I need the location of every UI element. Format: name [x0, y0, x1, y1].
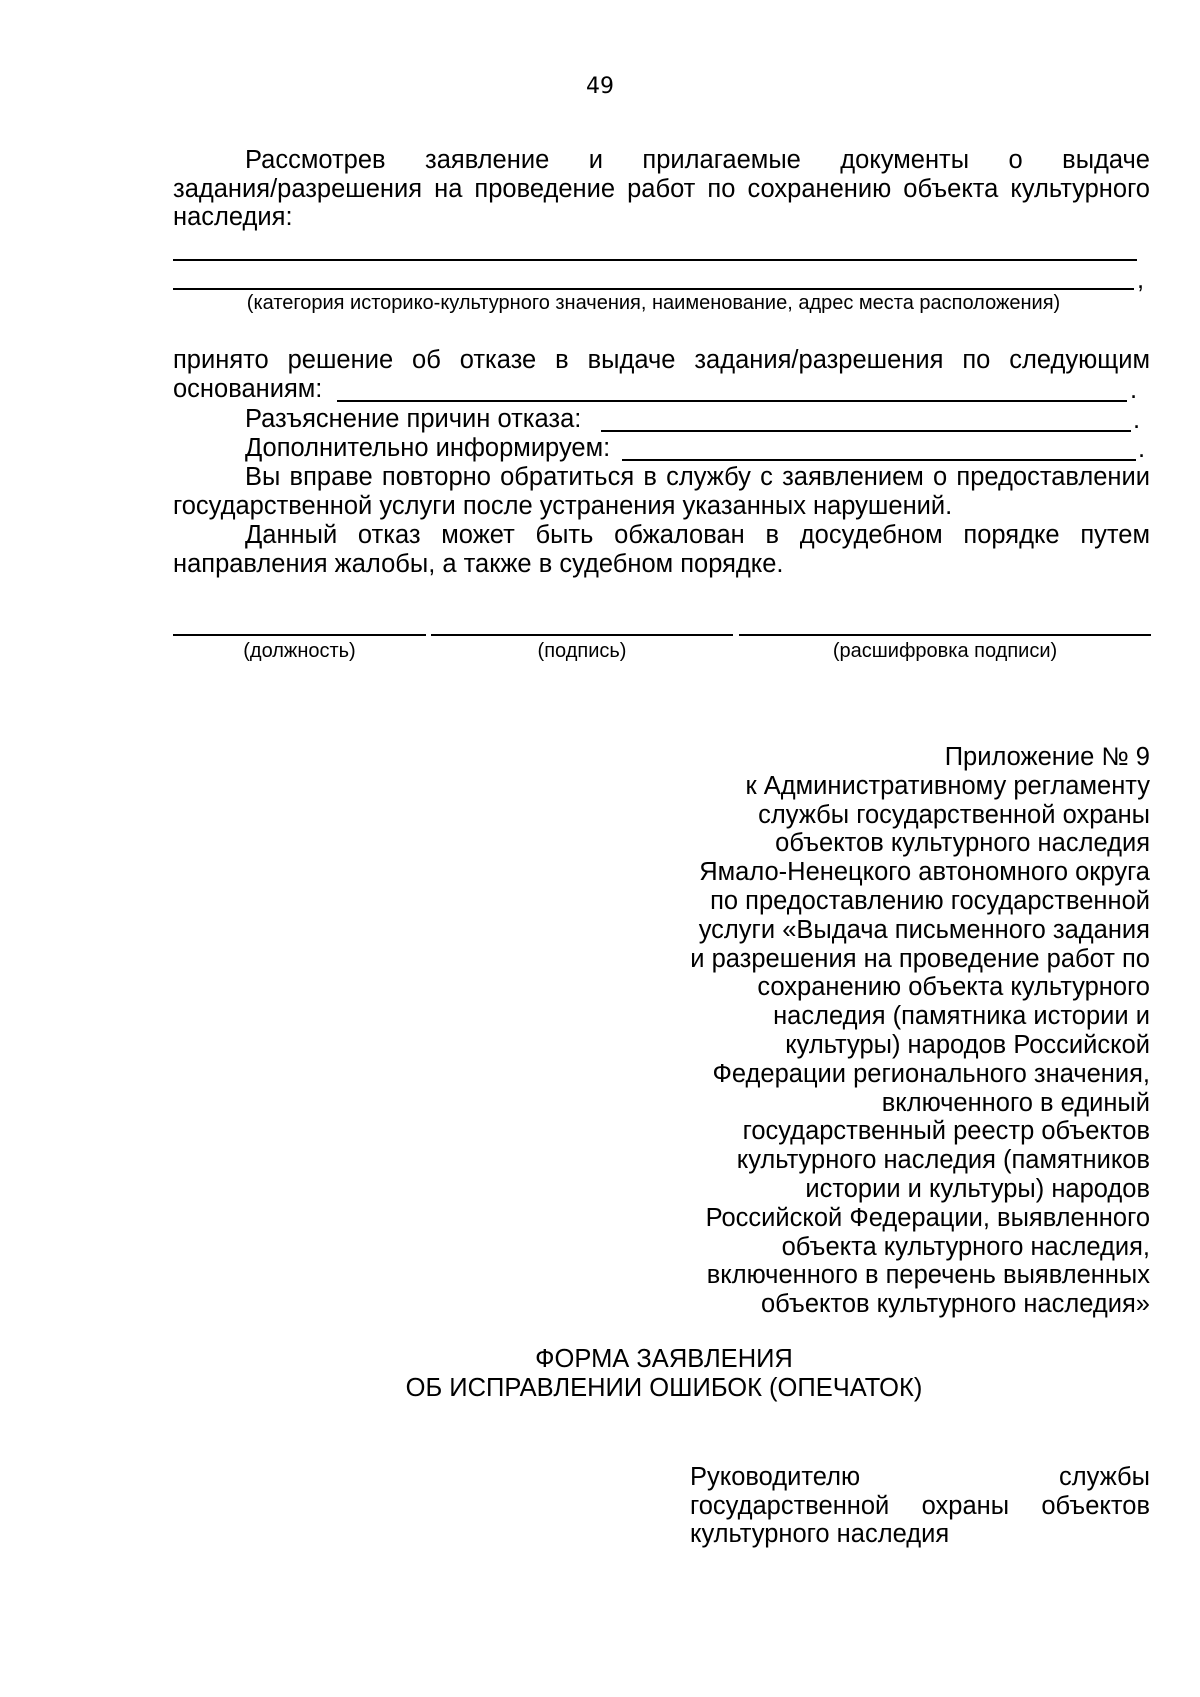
appeal-paragraph: [173, 521, 1150, 578]
decoding-caption: (расшифровка подписи): [832, 640, 1058, 662]
position-field[interactable]: [173, 634, 426, 636]
additional-label: Дополнительно информируем:: [245, 434, 611, 462]
object-field-caption: (категория историко-культурного значения, наименование, адрес места расположения): [246, 292, 1061, 314]
annex-line: услуги «Выдача письменного задания: [698, 915, 1150, 944]
annex-line: Приложение № 9: [944, 743, 1150, 771]
appeal-line-1: Данный отказ может быть обжалован в досудебном порядке путем: [245, 521, 1150, 549]
decision-grounds-label: основаниям:: [173, 374, 323, 403]
annex-line: включенного в перечень выявленных: [706, 1261, 1150, 1290]
object-field-line-1[interactable]: [173, 259, 1137, 261]
appeal-line-2: направления жалобы, а также в судебном порядке.: [173, 549, 784, 578]
position-caption: (должность): [243, 640, 356, 662]
annex-line: Ямало-Ненецкого автономного округа: [699, 858, 1150, 887]
addressee-block: [690, 1463, 1150, 1549]
annex-line: к Административному регламенту: [745, 771, 1150, 800]
additional-field[interactable]: [622, 459, 1136, 461]
intro-line-1: Рассмотрев заявление и прилагаемые документы о выдаче: [245, 146, 1150, 174]
annex-line: государственный реестр объектов: [742, 1117, 1150, 1146]
decision-line-1: принято решение об отказе в выдаче задания/разрешения по следующим: [173, 346, 1150, 374]
annex-line: объектов культурного наследия: [775, 829, 1150, 858]
annex-line: и разрешения на проведение работ по: [690, 944, 1150, 973]
addressee-line-2: государственной охраны объектов: [690, 1491, 1150, 1520]
annex-line: включенного в единый: [881, 1088, 1150, 1117]
object-field-line-2[interactable]: [173, 288, 1134, 290]
explanation-field[interactable]: [601, 430, 1131, 432]
form-title-line-2: ОБ ИСПРАВЛЕНИИ ОШИБОК (ОПЕЧАТОК): [405, 1374, 923, 1402]
annex-line: истории и культуры) народов: [805, 1174, 1150, 1203]
intro-line-3: наследия:: [173, 203, 293, 231]
annex-line: культурного наследия (памятников: [736, 1146, 1150, 1175]
intro-line-2: задания/разрешения на проведение работ по сохранению объекта культурного: [173, 174, 1150, 203]
object-field-comma: ,: [1137, 266, 1145, 294]
signature-caption: (подпись): [537, 640, 627, 662]
decision-end-mark: .: [1130, 376, 1138, 404]
reapply-paragraph: [173, 463, 1150, 520]
reapply-line-1: Вы вправе повторно обратиться в службу с заявлением о предоставлении: [245, 463, 1150, 491]
annex-line: Федерации регионального значения,: [712, 1059, 1150, 1088]
intro-paragraph: [173, 146, 1150, 232]
decision-paragraph: [173, 346, 1150, 403]
page-number: 49: [586, 74, 614, 99]
annex-line: Российской Федерации, выявленного: [705, 1203, 1150, 1232]
explanation-label: Разъяснение причин отказа:: [245, 405, 582, 433]
annex-line: службы государственной охраны: [758, 800, 1150, 829]
addressee-line-3: культурного наследия: [690, 1520, 950, 1548]
signature-decoding-field[interactable]: [739, 634, 1151, 636]
annex-line: культуры) народов Российской: [785, 1030, 1150, 1059]
annex-line: наследия (памятника истории и: [773, 1002, 1150, 1031]
explanation-end-mark: .: [1133, 406, 1141, 434]
addressee-line-1: Руководителю службы: [690, 1463, 1150, 1491]
form-title-line-1: ФОРМА ЗАЯВЛЕНИЯ: [535, 1345, 793, 1373]
annex-line: сохранению объекта культурного: [757, 973, 1150, 1002]
additional-end-mark: .: [1138, 435, 1146, 463]
annex-header: [640, 743, 1150, 1319]
decision-grounds-field[interactable]: [337, 400, 1127, 402]
signature-field[interactable]: [431, 634, 733, 636]
form-title: [0, 1345, 1200, 1403]
decision-line-2: [173, 375, 1150, 404]
annex-line: объекта культурного наследия,: [781, 1232, 1150, 1261]
annex-line: объектов культурного наследия»: [760, 1290, 1150, 1319]
reapply-line-2: государственной услуги после устранения указанных нарушений.: [173, 491, 953, 520]
annex-line: по предоставлению государственной: [710, 886, 1150, 915]
